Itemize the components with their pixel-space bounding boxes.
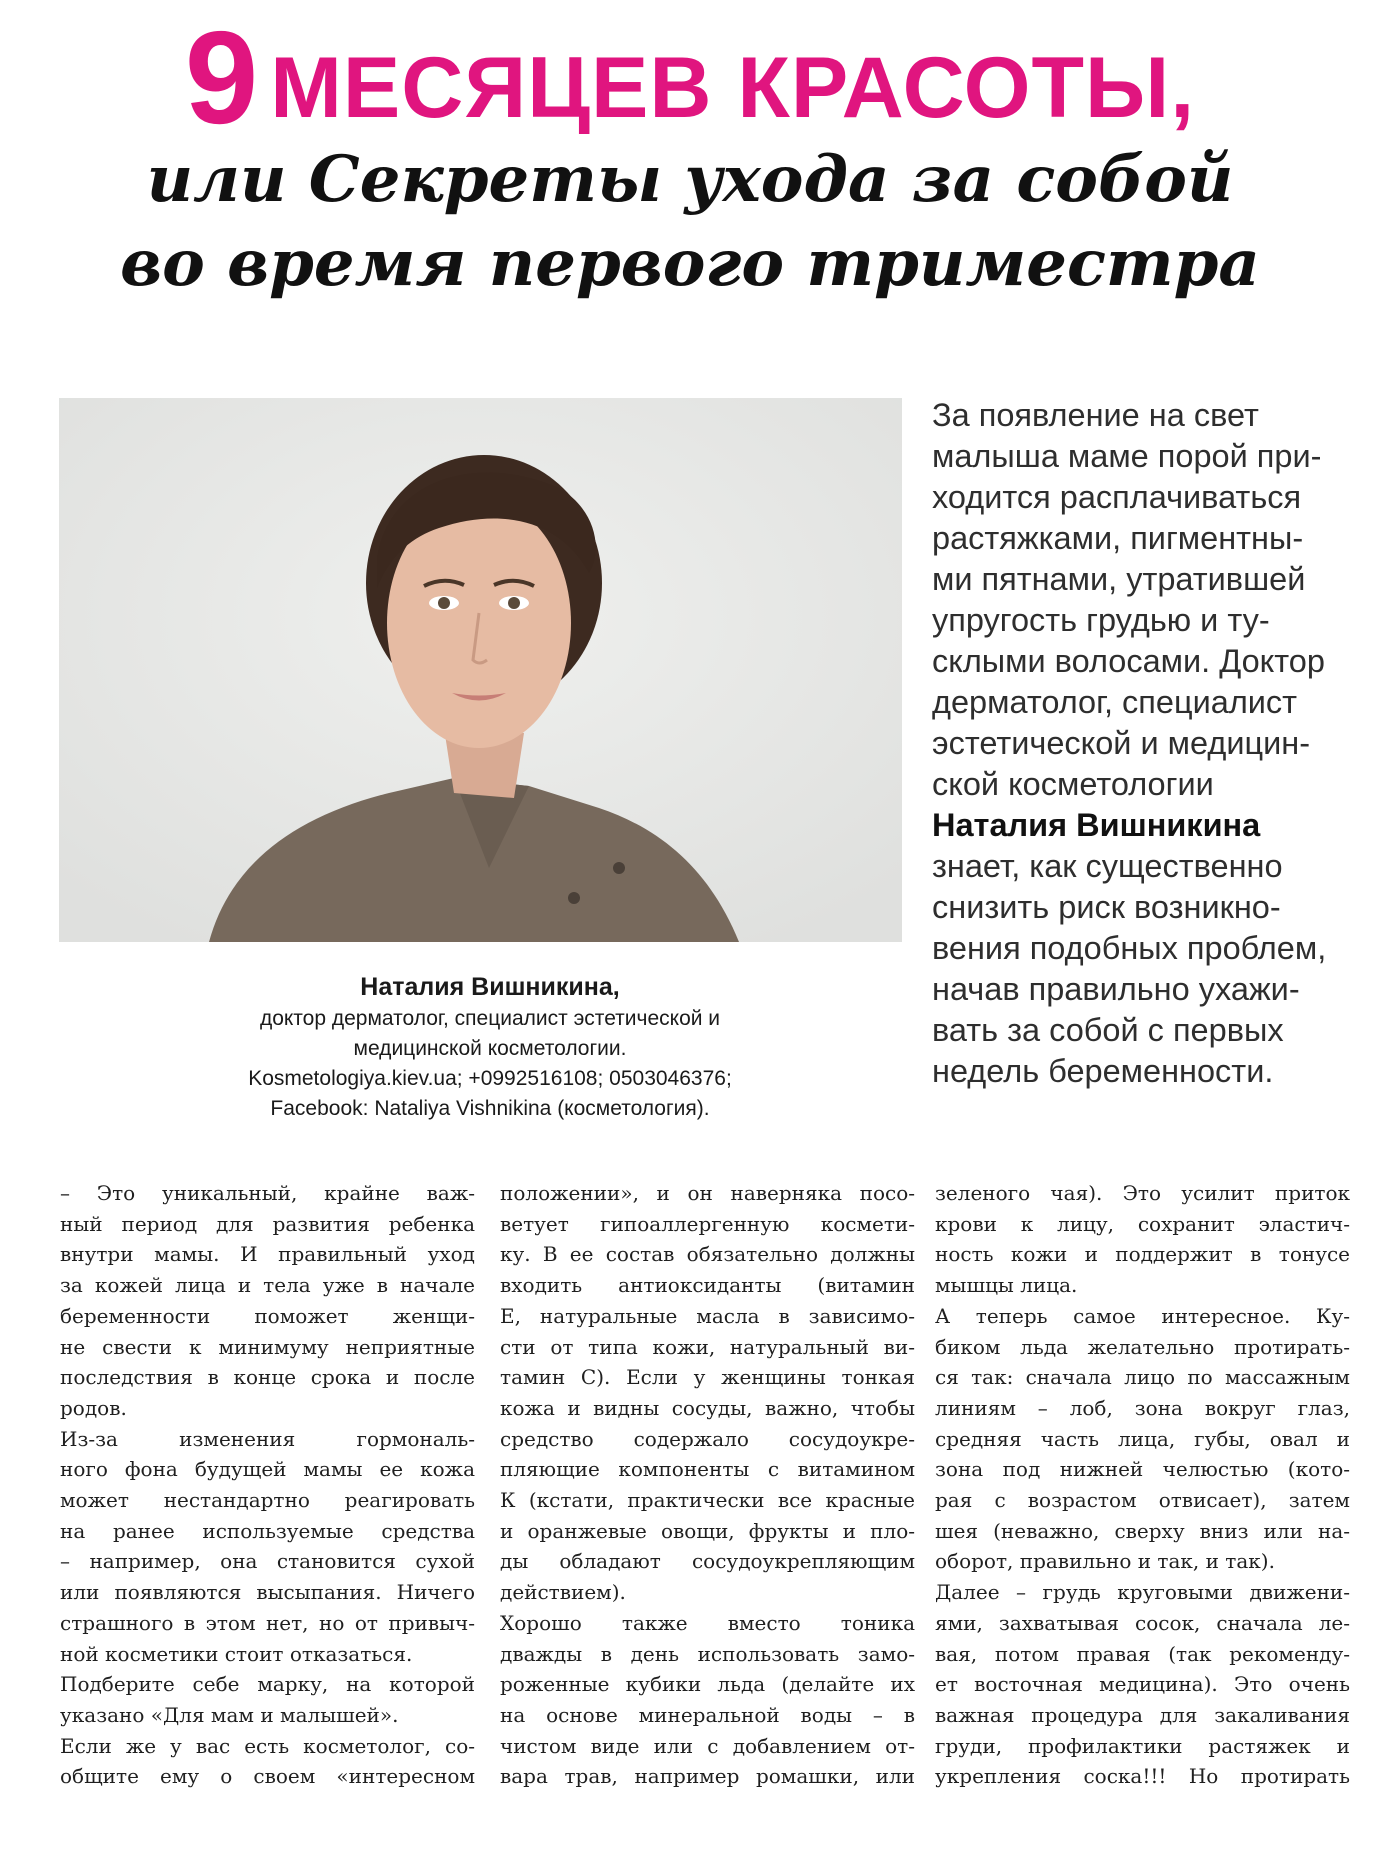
body-text-line: оборот, правильно и так, и так). <box>935 1549 1275 1574</box>
body-text-line: беременности поможет женщи- <box>60 1303 475 1328</box>
body-text-line: последствия в конце срока и после <box>60 1365 475 1390</box>
article-headline <box>0 4 1380 306</box>
body-text-line: за кожей лица и тела уже в начале <box>60 1273 475 1298</box>
body-text-line: шея (неважно, сверху вниз или на- <box>935 1518 1350 1543</box>
lead-line: За появление на свет <box>932 397 1259 433</box>
body-text-line: ку. В ее состав обязательно должны <box>500 1242 915 1267</box>
body-text-line: – например, она становится сухой <box>60 1549 475 1574</box>
body-text-line: пляющие компоненты с витамином <box>500 1457 915 1482</box>
body-text-line: биком льда желательно протирать- <box>935 1334 1350 1359</box>
caption-name: Наталия Вишникина, <box>360 973 620 1001</box>
body-text-line: страшного в этом нет, но от привыч- <box>60 1610 475 1635</box>
lead-line: вать за собой с первых <box>932 1012 1284 1048</box>
headline-line-1 <box>0 4 1380 151</box>
body-text-line: внутри мамы. И правильный уход <box>60 1242 475 1267</box>
lead-line: склыми волосами. Доктор <box>932 643 1325 679</box>
body-text-line: на ранее используемые средства <box>60 1518 475 1543</box>
body-text-line: может нестандартно реагировать <box>60 1488 475 1513</box>
body-text-line: К (кстати, практически все красные <box>500 1488 915 1513</box>
lead-line: ходится расплачиваться <box>932 479 1302 515</box>
body-text-line: линиям – лоб, зона вокруг глаз, <box>935 1395 1350 1420</box>
body-text-line: мышцы лица. <box>935 1273 1078 1298</box>
body-text-line: крови к лицу, сохранит эластич- <box>935 1211 1350 1236</box>
headline-subtitle-2: во время первого триместра <box>120 226 1260 301</box>
caption-facebook: Facebook: Nataliya Vishnikina (косметология). <box>270 1097 710 1120</box>
body-text-line: вара трав, например ромашки, или <box>500 1764 915 1789</box>
body-text-line: Подберите себе марку, на которой <box>60 1672 475 1697</box>
headline-main-text: МЕСЯЦЕВ КРАСОТЫ, <box>270 40 1196 136</box>
lead-line: упругость грудью и ту- <box>932 602 1270 638</box>
body-text-line: средство содержало сосудоукре- <box>500 1426 915 1451</box>
body-text-line: на основе минеральной воды – в <box>500 1702 915 1727</box>
body-text-line: Далее – грудь круговыми движени- <box>935 1580 1350 1605</box>
body-column-1 <box>60 1178 475 1792</box>
body-text-line: зона под нижней челюстью (кото- <box>935 1457 1350 1482</box>
body-text-line: ды обладают сосудоукрепляющим <box>500 1549 915 1574</box>
lead-line: растяжками, пигментны- <box>932 520 1304 556</box>
lead-line: ми пятнами, утратившей <box>932 561 1306 597</box>
body-text-line: указано «Для мам и малышей». <box>60 1702 399 1727</box>
photo-caption <box>140 970 840 1124</box>
body-text-line: действием). <box>500 1580 626 1605</box>
caption-line: медицинской косметологии. <box>353 1037 627 1060</box>
headline-number: 9 <box>184 4 259 151</box>
body-text-line: А теперь самое интересное. Ку- <box>935 1303 1350 1328</box>
headline-subtitle-1: или Секреты ухода за собой <box>146 142 1234 217</box>
lead-line: вения подобных проблем, <box>932 930 1327 966</box>
body-text-line: Хорошо также вместо тоника <box>500 1610 915 1635</box>
body-column-2 <box>500 1178 915 1792</box>
lead-line: знает, как существенно <box>932 848 1283 884</box>
portrait-photo <box>59 398 902 942</box>
lead-line: недель беременности. <box>932 1053 1274 1089</box>
lead-line: ской косметологии <box>932 766 1214 802</box>
body-text-line: средняя часть лица, губы, овал и <box>935 1426 1350 1451</box>
body-text-line: ный период для развития ребенка <box>60 1211 475 1236</box>
body-text-line: важная процедура для закаливания <box>935 1702 1350 1727</box>
body-text-line: роженные кубики льда (делайте их <box>500 1672 915 1697</box>
lead-line: начав правильно ухажи- <box>932 971 1300 1007</box>
body-text-line: рая с возрастом отвисает), затем <box>935 1488 1350 1513</box>
lead-line: снизить риск возникно- <box>932 889 1281 925</box>
body-text-line: ся так: сначала лицо по массажным <box>935 1365 1350 1390</box>
body-text-line: или появляются высыпания. Ничего <box>60 1580 475 1605</box>
body-column-3 <box>935 1178 1350 1792</box>
body-text-line: Если же у вас есть косметолог, со- <box>60 1733 475 1758</box>
lead-paragraph <box>932 395 1352 1092</box>
body-text-line: вая, потом правая (так рекоменду- <box>935 1641 1350 1666</box>
body-text-line: сти от типа кожи, натуральный ви- <box>500 1334 915 1359</box>
caption-line: доктор дерматолог, специалист эстетической и <box>259 1007 721 1030</box>
lead-line: малыша маме порой при- <box>932 438 1322 474</box>
body-text-line: ность кожи и поддержит в тонусе <box>935 1242 1350 1267</box>
body-text-line: зеленого чая). Это усилит приток <box>935 1181 1350 1205</box>
body-text-line: входить антиоксиданты (витамин <box>500 1273 915 1298</box>
body-text-line: укрепления соска!!! Но протирать <box>935 1764 1350 1789</box>
caption-contacts: Kosmetologiya.kiev.ua; +0992516108; 0503046376; <box>248 1067 732 1090</box>
body-text-line: общите ему о своем «интересном <box>60 1764 475 1789</box>
body-text-line: чистом виде или с добавлением от- <box>500 1733 915 1758</box>
body-text-line: Из-за изменения гормональ- <box>60 1426 475 1451</box>
body-text-line: Е, натуральные масла в зависимо- <box>500 1303 915 1328</box>
lead-author-name: Наталия Вишникина <box>932 807 1261 843</box>
body-text-line: кожа и видны сосуды, важно, чтобы <box>500 1395 915 1420</box>
body-text-line: положении», и он наверняка посо- <box>500 1181 915 1205</box>
body-text-line: – Это уникальный, крайне важ- <box>60 1181 475 1205</box>
body-text-line: ной косметики стоит отказаться. <box>60 1641 413 1666</box>
body-text-line: ветует гипоаллергенную космети- <box>500 1211 915 1236</box>
body-text-line: родов. <box>60 1395 127 1420</box>
body-text-line: и оранжевые овощи, фрукты и пло- <box>500 1518 915 1543</box>
body-text-line: ет восточная медицина). Это очень <box>935 1672 1350 1697</box>
lead-line: дерматолог, специалист <box>932 684 1298 720</box>
body-text-line: ями, захватывая сосок, сначала ле- <box>935 1610 1350 1635</box>
body-text-line: дважды в день использовать замо- <box>500 1641 915 1666</box>
body-text-line: ного фона будущей мамы ее кожа <box>60 1457 475 1482</box>
body-text-line: груди, профилактики растяжек и <box>935 1733 1350 1758</box>
body-text-line: не свести к минимуму неприятные <box>60 1334 475 1359</box>
body-text-line: тамин С). Если у женщины тонкая <box>500 1365 915 1390</box>
lead-line: эстетической и медицин- <box>932 725 1311 761</box>
portrait-illustration <box>59 398 902 942</box>
